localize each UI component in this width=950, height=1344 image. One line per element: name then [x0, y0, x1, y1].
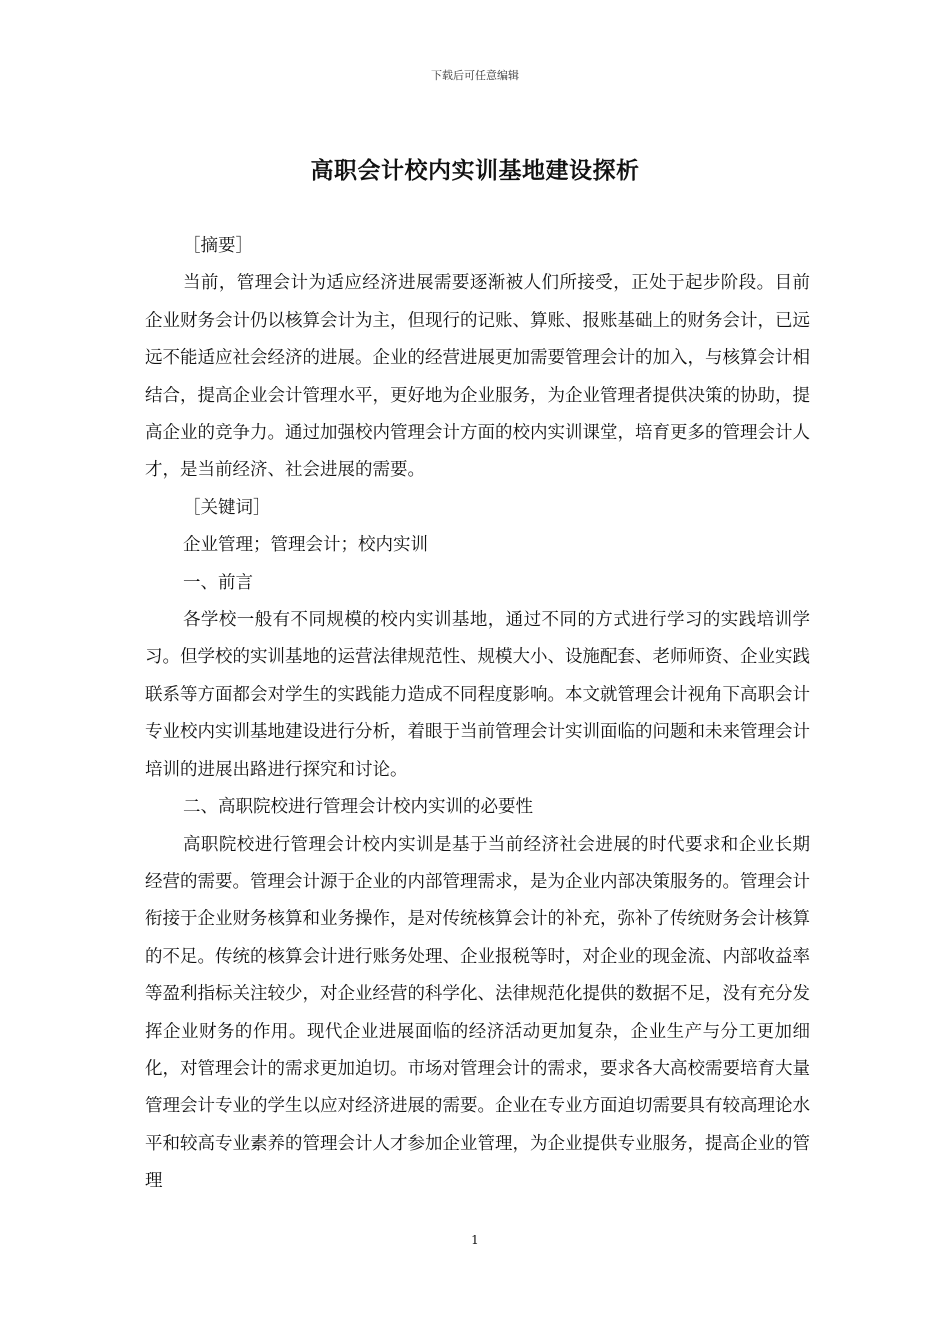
introduction-paragraph: 各学校一般有不同规模的校内实训基地，通过不同的方式进行学习的实践培训学习。但学校的实训基地的运营法律规范性、规模大小、设施配套、老师师资、企业实践联系等方面都会对学生的实践能力造成不同程度影响。本文就管理会计视角下高职会计专业校内实训基地建设进行分析，着眼于当前管理会计实训面临的问题和未来管理会计培训的进展出路进行探究和讨论。 [145, 610, 810, 780]
document-title: 高职会计校内实训基地建设探析 [310, 158, 640, 184]
abstract-label: ［摘要］ [183, 236, 253, 256]
page-number: 1 [471, 1233, 479, 1247]
abstract-paragraph: 当前，管理会计为适应经济进展需要逐渐被人们所接受，正处于起步阶段。目前企业财务会计仍以核算会计为主，但现行的记账、算账、报账基础上的财务会计，已远远不能适应社会经济的进展。企业的经营进展更加需要管理会计的加入，与核算会计相结合，提高企业会计管理水平，更好地为企业服务，为企业管理者提供决策的协助，提高企业的竞争力。通过加强校内管理会计方面的校内实训课堂，培育更多的管理会计人才，是当前经济、社会进展的需要。 [145, 273, 810, 481]
necessity-paragraph: 高职院校进行管理会计校内实训是基于当前经济社会进展的时代要求和企业长期经营的需要。管理会计源于企业的内部管理需求，是为企业内部决策服务的。管理会计衔接于企业财务核算和业务操作，是对传统核算会计的补充，弥补了传统财务会计核算的不足。传统的核算会计进行账务处理、企业报税等时，对企业的现金流、内部收益率等盈利指标关注较少，对企业经营的科学化、法律规范化提供的数据不足，没有充分发挥企业财务的作用。现代企业进展面临的经济活动更加复杂，企业生产与分工更加细化，对管理会计的需求更加迫切。市场对管理会计的需求，要求各大高校需要培育大量管理会计专业的学生以应对经济进展的需要。企业在专业方面迫切需要具有较高理论水平和较高专业素养的管理会计人才参加企业管理，为企业提供专业服务，提高企业的管理 [145, 834, 810, 1192]
section-heading-introduction: 一、前言 [183, 572, 253, 593]
section-heading-necessity: 二、高职院校进行管理会计校内实训的必要性 [183, 797, 533, 818]
document-body [145, 228, 810, 1201]
keywords-paragraph: 企业管理；管理会计；校内实训 [183, 535, 428, 556]
page-header-note: 下载后可任意编辑 [431, 69, 519, 82]
keywords-label: ［关键词］ [183, 497, 271, 518]
